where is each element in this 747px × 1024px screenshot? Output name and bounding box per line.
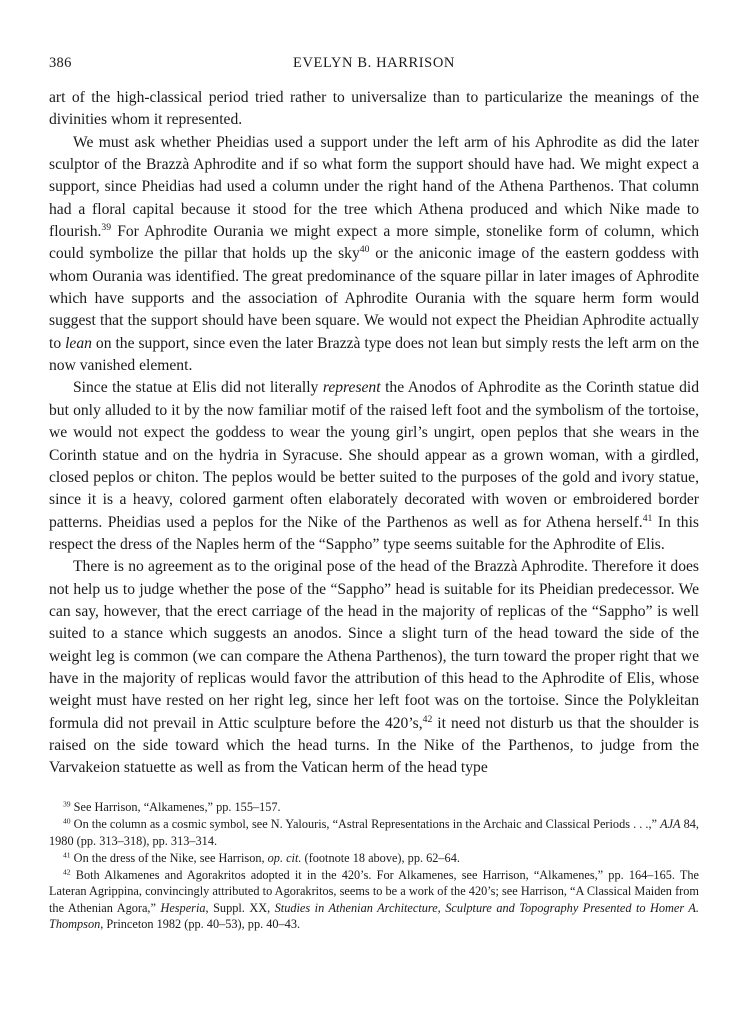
body-text [49, 87, 699, 780]
italic-text: Studies in Athenian Architecture, Sculpture and Topography Presented to Homer A. Thompson [49, 900, 699, 932]
text-run: 84, 1980 (pp. 313–318), pp. 313–314. [49, 817, 699, 848]
footnote-marker: 40 [359, 244, 370, 256]
text-run: For Aphrodite Ourania we might expect a more simple, stonelike form of column, which could symbolize the pillar that holds up the sky [49, 223, 699, 263]
footnote-marker: 39 [101, 222, 112, 234]
page-number: 386 [49, 55, 72, 71]
italic-text: represent [322, 379, 381, 397]
running-head: EVELYN B. HARRISON [292, 55, 455, 71]
footnotes [49, 799, 699, 933]
italic-text: op. cit. [267, 850, 302, 865]
italic-text: lean [65, 334, 92, 352]
paragraph [49, 132, 699, 378]
footnote [49, 799, 699, 815]
paragraph [49, 87, 699, 132]
text-run: , Suppl. XX, [205, 900, 275, 915]
text-run: the Anodos of Aphrodite as the Corinth statue did but only alluded to it by the now familiar motif of the raised left foot and the symbolism of the tortoise, we would not expect the goddess to wear the young girl’s ungirt, open peplos that she wears in the Corinth statue and on the hydria in Syracuse. She should appear as a grown woman, with a girdled, closed peplos or chiton. The peplos would be better suited to the purposes of the gold and ivory statue, since it is a heavy, colored garment often elaborately decorated with woven or embroidered border patterns. Pheidias used a peplos for the Nike of the Parthenos as well as for Athena herself. [49, 379, 700, 531]
text-run: Since the statue at Elis did not literally [73, 379, 323, 397]
text-run: Both Alkamenes and Agorakritos adopted it in the 420’s. For Alkamenes, see Harrison, “Alkamenes,” pp. 164–165. The Lateran Agrippina, convincingly attributed to Agorakritos, seems to be a work of the 420’s; see Harrison, “A Classical Maiden from the Athenian Agora,” [49, 868, 699, 915]
text-run: art of the high-classical period tried rather to universalize than to particularize the meanings of the divinities whom it represented. [49, 89, 699, 129]
text-run: There is no agreement as to the original pose of the head of the Brazzà Aphrodite. Therefore it does not help us to judge whether the pose of the “Sappho” head is suitable for its Pheidian predecessor. We can say, however, that the erect carriage of the head in the majority of replicas of the “Sappho” is well suited to a stance which suggests an anodos. Since a slight turn of the head toward the side of the weight leg is common (we can compare the Athena Parthenos), the turn toward the proper right that we have in the majority of replicas would favor the attribution of this head to the Aphrodite of Elis, whose weight must have rested on her right leg, since her left foot was on the tortoise. Since the Polykleitan formula did not prevail in Attic sculpture before the 420’s, [49, 558, 699, 732]
text-run: In this respect the dress of the Naples herm of the “Sappho” type seems suitable for the Aphrodite of Elis. [49, 513, 699, 553]
paragraph [49, 556, 699, 779]
text-run: on the support, since even the later Brazzà type does not lean but simply rests the left arm on the now vanished element. [49, 334, 699, 375]
text-run: it need not disturb us that the shoulder is raised on the side toward which the head turns. In the Nike of the Parthenos, to judge from the Varvakeion statuette as well as from the Vatican herm of the head type [49, 714, 699, 777]
text-run: or the aniconic image of the eastern goddess with whom Ourania was identified. The great predominance of the square pillar in later images of Aphrodite which have supports and the association of Aphrodite Ourania with the square herm form would suggest that the support should have been square. We would not expect the Pheidian Aphrodite actually to [49, 245, 699, 352]
text-run: , Princeton 1982 (pp. 40–53), pp. 40–43. [100, 917, 301, 932]
text-run: On the dress of the Nike, see Harrison, [70, 850, 268, 865]
text-run: We must ask whether Pheidias used a support under the left arm of his Aphrodite as did the later sculptor of the Brazzà Aphrodite and if so what form the support should have had. We might expect a support, since Pheidias had used a column under the right hand of the Athena Parthenos. That column had a floral capital because it stood for the tree which Athena produced and which Nike made to flourish. [49, 133, 699, 241]
italic-text: Hesperia [160, 900, 206, 915]
footnote-marker: 42 [63, 867, 71, 877]
footnote [49, 816, 699, 849]
italic-text: AJA [660, 817, 681, 832]
text-run: (footnote 18 above), pp. 62–64. [301, 850, 460, 865]
text-run: On the column as a cosmic symbol, see N. Yalouris, “Astral Representations in the Archaic and Classical Periods . . .,” [70, 817, 661, 832]
footnote-marker: 41 [63, 850, 71, 860]
footnote-marker: 41 [642, 512, 653, 524]
footnote-marker: 42 [422, 713, 433, 725]
paragraph [49, 377, 699, 556]
footnote-marker: 39 [63, 799, 71, 809]
footnote [49, 867, 699, 932]
text-run: See Harrison, “Alkamenes,” pp. 155–157. [70, 800, 281, 814]
footnote [49, 850, 699, 866]
page-header [49, 55, 699, 75]
footnote-marker: 40 [63, 816, 71, 826]
